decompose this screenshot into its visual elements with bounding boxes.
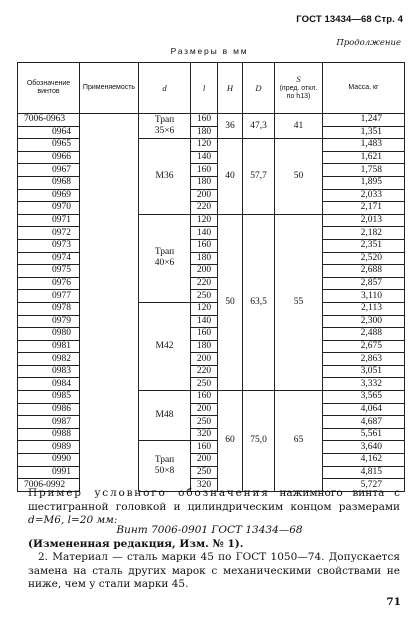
cell-S: 55: [275, 214, 323, 390]
cell-l: 160: [191, 391, 218, 404]
cell-l: 180: [191, 126, 218, 139]
cell-designation: 0983: [18, 365, 80, 378]
cell-mass: 1,621: [323, 151, 405, 164]
table-row: [18, 202, 405, 215]
cell-applicability: [80, 114, 139, 127]
cell-mass: 1,895: [323, 176, 405, 189]
table-row: [18, 151, 405, 164]
cell-designation: 0974: [18, 252, 80, 265]
cell-l: 200: [191, 403, 218, 416]
cell-l: 180: [191, 176, 218, 189]
table-row: [18, 176, 405, 189]
table-row: [18, 164, 405, 177]
cell-H: 60: [218, 391, 243, 492]
cell-designation: 0973: [18, 239, 80, 252]
cell-designation: 0978: [18, 302, 80, 315]
cell-applicability: [80, 214, 139, 227]
table-row: [18, 114, 405, 127]
cell-mass: 2,675: [323, 340, 405, 353]
table-row: [18, 189, 405, 202]
cell-designation: 7006-0963: [18, 114, 80, 127]
cell-designation: 0976: [18, 277, 80, 290]
table-row: [18, 277, 405, 290]
table-row: [18, 302, 405, 315]
cell-designation: 0981: [18, 340, 80, 353]
cell-l: 120: [191, 139, 218, 152]
cell-mass: 2,863: [323, 353, 405, 366]
cell-mass: 2,520: [323, 252, 405, 265]
cell-applicability: [80, 466, 139, 479]
cell-mass: 3,110: [323, 290, 405, 303]
cell-designation: 0970: [18, 202, 80, 215]
cell-applicability: [80, 340, 139, 353]
cell-designation: 0990: [18, 454, 80, 467]
col-d: d: [139, 63, 191, 114]
cell-applicability: [80, 202, 139, 215]
cell-applicability: [80, 151, 139, 164]
table-row: [18, 441, 405, 454]
cell-applicability: [80, 277, 139, 290]
table-row: [18, 340, 405, 353]
cell-mass: 1,483: [323, 139, 405, 152]
cell-mass: 4,064: [323, 403, 405, 416]
cell-designation: 0982: [18, 353, 80, 366]
cell-l: 200: [191, 454, 218, 467]
example-paragraph: [28, 487, 400, 528]
cell-mass: 2,033: [323, 189, 405, 202]
cell-d: М48: [139, 391, 191, 441]
cell-designation: 0965: [18, 139, 80, 152]
cell-applicability: [80, 353, 139, 366]
cell-applicability: [80, 239, 139, 252]
cell-mass: 1,247: [323, 114, 405, 127]
cell-D: 75,0: [243, 391, 275, 492]
cell-applicability: [80, 403, 139, 416]
table-row: [18, 315, 405, 328]
cell-mass: 3,051: [323, 365, 405, 378]
cell-applicability: [80, 391, 139, 404]
cell-designation: 0979: [18, 315, 80, 328]
cell-designation: 0989: [18, 441, 80, 454]
cell-designation: 0968: [18, 176, 80, 189]
cell-designation: 0980: [18, 328, 80, 341]
cell-l: 160: [191, 239, 218, 252]
cell-mass: 2,857: [323, 277, 405, 290]
cell-l: 160: [191, 164, 218, 177]
cell-D: 57,7: [243, 139, 275, 215]
col-S: S (пред. откл. по h13): [275, 63, 323, 114]
cell-l: 250: [191, 290, 218, 303]
amendment-note: (Измененная редакция, Изм. № 1).: [28, 538, 244, 550]
table-row: [18, 139, 405, 152]
table-row: [18, 214, 405, 227]
table-row: [18, 239, 405, 252]
cell-mass: 4,815: [323, 466, 405, 479]
cell-designation: 0971: [18, 214, 80, 227]
cell-applicability: [80, 139, 139, 152]
col-mass: Масса, кг: [323, 63, 405, 114]
cell-D: 47,3: [243, 114, 275, 139]
col-H: H: [218, 63, 243, 114]
cell-applicability: [80, 315, 139, 328]
cell-mass: 1,758: [323, 164, 405, 177]
cell-designation: 0967: [18, 164, 80, 177]
cell-d: Трап 35×6: [139, 114, 191, 139]
cell-designation: 0985: [18, 391, 80, 404]
cell-d: М42: [139, 302, 191, 390]
cell-l: 200: [191, 353, 218, 366]
cell-applicability: [80, 126, 139, 139]
cell-applicability: [80, 227, 139, 240]
example-formula: Винт 7006-0901 ГОСТ 13434—68: [116, 524, 303, 536]
table-row: [18, 403, 405, 416]
cell-designation: 0966: [18, 151, 80, 164]
example-dims: d=M6, l=20 мм:: [28, 514, 118, 526]
col-designation: Обозначение винтов: [18, 63, 80, 114]
cell-mass: 2,688: [323, 265, 405, 278]
cell-S: 41: [275, 114, 323, 139]
cell-mass: 4,162: [323, 454, 405, 467]
cell-l: 140: [191, 227, 218, 240]
cell-applicability: [80, 454, 139, 467]
table-row: [18, 416, 405, 429]
cell-H: 40: [218, 139, 243, 215]
cell-mass: 2,351: [323, 239, 405, 252]
page-header: ГОСТ 13434—68 Стр. 4: [296, 14, 403, 25]
cell-applicability: [80, 328, 139, 341]
cell-l: 180: [191, 252, 218, 265]
table-row: [18, 353, 405, 366]
material-paragraph: 2. Материал — сталь марки 45 по ГОСТ 1050—74. Допускается замена на сталь других марок с механическими свойствами не ниже, чем у стали марки 45.: [28, 551, 400, 590]
table-row: [18, 265, 405, 278]
table-row: [18, 428, 405, 441]
cell-mass: 2,300: [323, 315, 405, 328]
cell-l: 120: [191, 302, 218, 315]
cell-mass: 3,332: [323, 378, 405, 391]
cell-designation: 0988: [18, 428, 80, 441]
table-row: [18, 290, 405, 303]
cell-l: 250: [191, 466, 218, 479]
cell-designation: 0969: [18, 189, 80, 202]
cell-l: 200: [191, 265, 218, 278]
cell-designation: 0986: [18, 403, 80, 416]
cell-applicability: [80, 441, 139, 454]
table-row: [18, 328, 405, 341]
page-number: 71: [386, 596, 401, 608]
cell-mass: 2,013: [323, 214, 405, 227]
cell-l: 160: [191, 114, 218, 127]
cell-mass: 3,640: [323, 441, 405, 454]
cell-applicability: [80, 416, 139, 429]
cell-mass: 3,565: [323, 391, 405, 404]
cell-mass: 1,351: [323, 126, 405, 139]
cell-applicability: [80, 302, 139, 315]
cell-applicability: [80, 265, 139, 278]
cell-d: М36: [139, 139, 191, 215]
cell-d: Трап 40×6: [139, 214, 191, 302]
cell-H: 50: [218, 214, 243, 390]
col-D: D: [243, 63, 275, 114]
cell-l: 160: [191, 328, 218, 341]
cell-l: 220: [191, 202, 218, 215]
cell-S: 65: [275, 391, 323, 492]
table-row: [18, 466, 405, 479]
cell-D: 63,5: [243, 214, 275, 390]
sizes-caption: Размеры в мм: [170, 46, 249, 56]
cell-designation: 0975: [18, 265, 80, 278]
cell-applicability: [80, 164, 139, 177]
cell-applicability: [80, 252, 139, 265]
table-row: [18, 126, 405, 139]
cell-designation: 7006-0992: [18, 479, 80, 492]
cell-l: 160: [191, 441, 218, 454]
cell-mass: 2,488: [323, 328, 405, 341]
cell-l: 140: [191, 151, 218, 164]
col-l: l: [191, 63, 218, 114]
table-row: [18, 454, 405, 467]
cell-l: 320: [191, 479, 218, 492]
cell-mass: 4,687: [323, 416, 405, 429]
cell-mass: 5,727: [323, 479, 405, 492]
cell-l: 320: [191, 428, 218, 441]
cell-l: 200: [191, 189, 218, 202]
cell-l: 140: [191, 315, 218, 328]
cell-applicability: [80, 378, 139, 391]
cell-designation: 0964: [18, 126, 80, 139]
table-row: [18, 252, 405, 265]
cell-mass: 2,171: [323, 202, 405, 215]
cell-designation: 0977: [18, 290, 80, 303]
cell-mass: 2,182: [323, 227, 405, 240]
table-row: [18, 378, 405, 391]
cell-mass: 5,561: [323, 428, 405, 441]
example-lead-rest: нажимного винта с шестигранной головкой и цилиндрическим концом размерами: [28, 487, 400, 513]
cell-l: 250: [191, 378, 218, 391]
cell-designation: 0972: [18, 227, 80, 240]
table-row: [18, 365, 405, 378]
continuation-label: Продолжение: [336, 38, 401, 48]
example-lead: Пример условного обозначения: [28, 487, 270, 499]
cell-l: 180: [191, 340, 218, 353]
cell-S: 50: [275, 139, 323, 215]
cell-d: Трап 50×8: [139, 441, 191, 491]
cell-applicability: [80, 428, 139, 441]
screw-table: [17, 62, 405, 492]
cell-designation: 0987: [18, 416, 80, 429]
cell-l: 220: [191, 277, 218, 290]
col-applicability: Применяемость: [80, 63, 139, 114]
table-row: [18, 227, 405, 240]
cell-designation: 0991: [18, 466, 80, 479]
cell-applicability: [80, 189, 139, 202]
cell-applicability: [80, 290, 139, 303]
cell-l: 250: [191, 416, 218, 429]
cell-applicability: [80, 365, 139, 378]
cell-applicability: [80, 176, 139, 189]
cell-l: 120: [191, 214, 218, 227]
table-row: [18, 391, 405, 404]
cell-mass: 2,113: [323, 302, 405, 315]
cell-l: 220: [191, 365, 218, 378]
cell-designation: 0984: [18, 378, 80, 391]
cell-H: 36: [218, 114, 243, 139]
